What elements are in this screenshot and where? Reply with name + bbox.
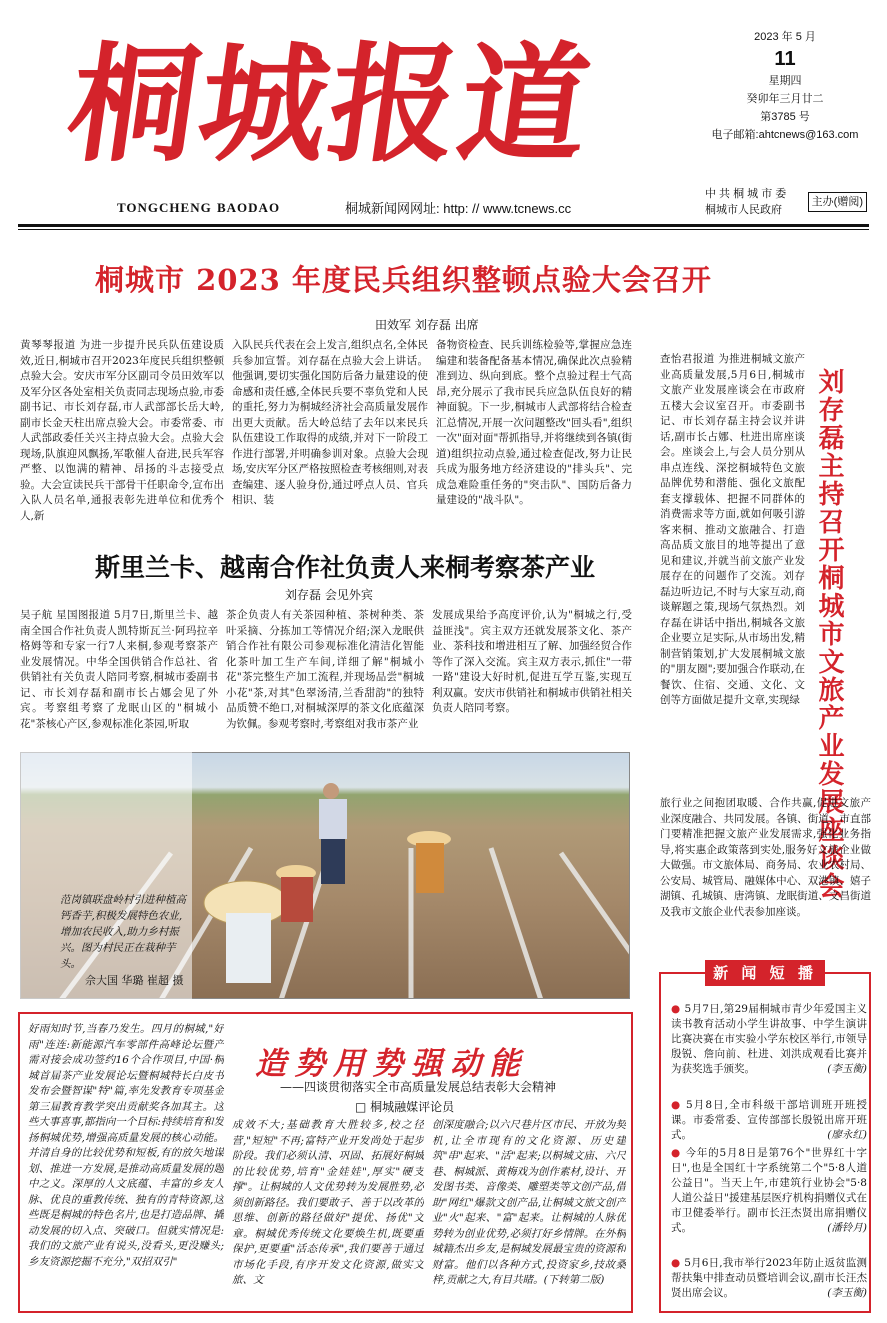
issue-number: 第3785 号: [760, 111, 810, 123]
article1-column-3: 备物资检查、民兵训练检验等,掌握应急连编建和装备配备基本情况,确保此次点验精准到边、纵向到底。整个点验过程士气高昂,充分展示了我市民兵应急队伍良好的精神面貌。下一步,桐城市人武部将结合检查汇总情况,开展一次问题整改"回头看",组织一次"面对面"帮抓指导,并将继续到各镇(街道)组织拉动点验,通过检查促改,努力让民兵成为服务地方经济建设的"排头兵"、完成急难险重任务的"突击队"、国防后备力量建设的"战斗队"。: [436, 339, 632, 506]
article1-byline: 田效军 刘存磊 出席: [375, 318, 479, 332]
article2-headline: 斯里兰卡、越南合作社负责人来桐考察茶产业: [95, 553, 596, 582]
article2-column-3: 发展成果给予高度评价,认为"桐城之行,受益匪浅"。宾主双方还就发展茶文化、茶产业、茶科技和增进相互了解、加强经贸合作等作了深入交流。宾主双方表示,抓住"一带一路"建设大好时机,促进互学互鉴,实现互利双赢。安庆市供销社和桐城市供销社相关负责人陪同考察。: [432, 609, 632, 714]
issue-year-month: 2023 年 5 月: [754, 31, 816, 43]
photo-caption: 范岗镇联盘岭村引进种植高钙香芋,积极发展特色农业,增加农民收入,助力乡村振兴。图为村民正在栽种芋头。: [60, 894, 186, 970]
sponsor-line-1: 中 共 桐 城 市 委: [705, 188, 787, 200]
article1-column-2: 入队民兵代表在会上发言,组织点名,全体民兵参加宣誓。刘存磊在点验大会上讲话。他强调,要切实强化国防后备力量建设的使命感和责任感,全体民兵要不辜负党和人民的重托,努力为桐城经济社会高质量发展作出更大贡献。岳大岭总结了去年以来民兵队伍建设工作取得的成绩,并对下一阶段工作进行部署,并明确参训对象。点验大会现场,安庆军分区严格按照检查考核细则,对表查编建、逐人验身份,通过呼点人员、官兵相识、装: [232, 339, 428, 506]
article4-headline: 造势用势强动能: [255, 1046, 528, 1082]
article4-column-1: 好雨知时节,当春乃发生。四月的桐城,"好雨"连连:新能源汽车零部件高峰论坛暨产需对接会成功签约16个合作项目,中国·桐城首届茶产业发展论坛暨桐城特长白皮书发布会暨智谋"特"篇,率先发教育专项基金第三届教育教学突出贡献奖各加其主。这些大事喜事,都指向一个目标:持续培育和发扬桐城优势,增强高质量发展的核心动能。并清自身的比较优势和短板,有的放矢地谋划、推进一方发展,是推动高质量发展的题中之义。深厚的人文底蕴、丰富的乡友人脉、优良的重教传统、独有的青特资源,这些既是桐城的特色名片,也是打造品牌、撬动发展的切入点、突破口。但就实情况是:我们的文旅产业有说头,没看头,更没赚头;乡友资源挖掘不充分,"双招双引": [28, 1023, 224, 1268]
masthead-rule: [18, 224, 869, 227]
article2-column-1: 吴子航 星国图报道 5月7日,斯里兰卡、越南全国合作社负责人凯特斯瓦兰·阿玛拉辛格姆等和专家一行7人来桐,参观考察茶产业发展情况。中华全国供销合作总社、省供销社有关负责人陪同考察,桐城市委副书记、市长刘存磊和副市长占娜会见了外宾。考察组考察了龙眠山区的"桐城小花"茶核心产区,参观标准化茶园,听取: [20, 609, 218, 730]
issue-day: 11: [774, 48, 796, 70]
news-brief-item: ● 5月8日,全市科级干部培训班开班授课。市委常委、宣传部部长殷锐出席开班式。 (廖永红): [671, 1099, 867, 1141]
masthead-logo: 桐城报道: [59, 30, 601, 180]
bullet-icon: ●: [671, 1099, 686, 1111]
issue-weekday: 星期四: [768, 75, 802, 87]
masthead-pinyin-right: BAODAO: [217, 200, 281, 215]
article3-column-1: 查怡君报道 为推进桐城文旅产业高质量发展,5月6日,桐城市文旅产业发展座谈会在市政府五楼大会议室召开。市委副书记、市长刘存磊主持会议并讲话,副市长占娜、杜进出席座谈会。座谈会上,与会人员分别从串点连线、深挖桐城特色文旅品牌优势和潜能、强化文旅配套支撑载体、把握不同群体的消费需求等方面,就如何吸引游客来桐、推动文旅融合、打造高品质文旅目的地等提出了意见和建议,并就当前文旅产业发展存在的问题作了交流。刘存磊边听边记,不时与大家互动,商谈解题之策,现场气氛热烈。刘存磊在讲话中指出,桐城各文旅企业要立足实际,从市场出发,精制营销策划,扩大发展桐城文旅的"朋友圈";要加强合作联动,在餐饮、住宿、交通、文化、文创等方面做足提升文章,实现绿: [660, 353, 805, 706]
article3-vertical-headline: 刘存磊主持召开桐城市文旅产业发展座谈会: [814, 368, 844, 900]
article1-headline: 桐城市 2023 年度民兵组织整顿点验大会召开: [95, 263, 712, 297]
masthead-rule-thin: [18, 229, 869, 230]
sponsor-block: [705, 186, 871, 218]
article4-column-2: 成效不大;基础教育大胜较多,校之径营,"短短"不再;富特产业开发尚处于起步阶段。我们必须认清、巩固、拓展好桐城的比较优势,培育"金娃娃",厚实"硬支撑"。让桐城的人文优势转为发展胜势,必须创新路径。我们要敢子、善于以改革的思维、创新的路径做好"提优、扬优"文章。桐城优秀传统文化要焕生机,既要重保护,更要重"活态传承",我们要善于通过市场化手段,有序开发文化资源,做实文旅、文: [232, 1119, 424, 1286]
article3-column-2: 旅行业之间抱团取暖、合作共赢,促进文旅产业深度融合、共同发展。各镇、街道、市直部门要精准把握文旅产业发展需求,强化业务指导,将实惠企政策落到实处,服务好文旅企业做大做强。市文旅体局、商务局、农业农村局、公安局、城管局、融媒体中心、双港镇、嬉子湖镇、孔城镇、唐湾镇、龙眠街道、文昌街道及我市文旅企业代表参加座谈。: [660, 797, 871, 918]
bullet-icon: ●: [671, 1003, 685, 1015]
news-brief-item: ● 今年的5月8日是第76个"世界红十字日",也是全国红十字系统第二个"5·8人道公益日"。当天上午,市建筑行业协会"5·8人道公益日"援建基层医疗机构捐赠仪式在市卫健委举行。副市长汪杰贤出席捐赠仪式。 (潘铃月): [671, 1147, 867, 1234]
news-brief-item: ● 5月7日,第29届桐城市青少年爱国主义读书教育活动小学生讲故事、中学生演讲比赛决赛在市实验小学东校区举行,市领导殷锐、詹向前、杜进、刘洪成观看比赛并为获奖选手颁奖。 (李玉衡): [671, 1003, 867, 1075]
sponsor-line-2: 桐城市人民政府: [705, 204, 782, 216]
article4-column-3: 创深度融合;以六尺巷片区市民、开放为契机,让全市现有的文化资源、历史建筑"串"起来、"活"起来;以桐城文庙、六尺巷、桐城派、黄梅戏为创作素材,设计、开发图书类、音像类、雕塑类等文创产品,借助"网红"爆款文创产品,让桐城文旅文创产业"火"起来、"富"起来。让桐城的人脉优势转为创业优势,必须打好乡情牌。在外桐城籍杰出乡友,是桐城发展最宝贵的资源和财富。他们以各种方式,投资家乡,技故桑梓,贡献之大,有目共睹。(下转第二版): [432, 1119, 626, 1286]
sponsor-suffix: 主办(赠阅): [808, 192, 867, 212]
issue-info: [700, 28, 870, 144]
news-brief-item: ● 5月6日,我市举行2023年防止返贫监测帮扶集中排查动员暨培训会议,副市长汪杰贤出席会议。 (李玉衡): [671, 1257, 867, 1299]
website-link[interactable]: 桐城新闻网网址: http: // www.tcnews.cc: [345, 201, 572, 216]
article4-subtitle: ——四谈贯彻落实全市高质量发展总结表彰大会精神: [280, 1080, 557, 1094]
masthead-pinyin-left: TONGCHENG: [117, 200, 212, 215]
photo-credit: 佘大国 华璐 崔超 摄: [85, 974, 184, 987]
article2-column-2: 茶企负责人有关茶园种植、茶树种类、茶叶采摘、分拣加工等情况介绍;深入龙眠供销合作社有限公司参观标准化清洁化智能化茶叶加工生产车间,详细了解"桐城小花"茶完整生产加工流程,并现场品尝"桐城小花"茶,对其"色翠汤清,兰香甜韵"的独特品质赞不绝口,对桐城深厚的茶文化底蕴深为钦佩。参观考察时,考察组对我市茶产业: [226, 609, 424, 730]
news-briefs-box: [659, 972, 871, 1313]
issue-lunar-date: 癸卯年三月廿二: [746, 93, 824, 105]
news-briefs-tag: 新 闻 短 播: [705, 960, 825, 986]
article2-byline: 刘存磊 会见外宾: [285, 588, 373, 602]
bullet-icon: ●: [671, 1147, 686, 1159]
article4-author: □ 桐城融媒评论员: [355, 1100, 455, 1114]
issue-email[interactable]: 电子邮箱:ahtcnews@163.com: [711, 129, 859, 141]
article1-column-1: 黄琴琴报道 为进一步提升民兵队伍建设质效,近日,桐城市召开2023年度民兵组织整顿点验大会。安庆市军分区副司令员田效军以及军分区各处室相关负责同志现场点验,市委副书记、市长刘存磊,市人武部部长岳大岭,副市长金天柱出席点验大会。市委常委、市人武部政委任关兴主持点验大会。点验大会现场,队旗迎风飘扬,军歌催人奋进,民兵军容严整、以饱满的精神、昂扬的斗志接受点验。大会宣读民兵干部骨干任职命令,宣布出入队人员名单,通报表彰先进单位和优秀个人,新: [20, 339, 224, 522]
bullet-icon: ●: [671, 1257, 685, 1269]
